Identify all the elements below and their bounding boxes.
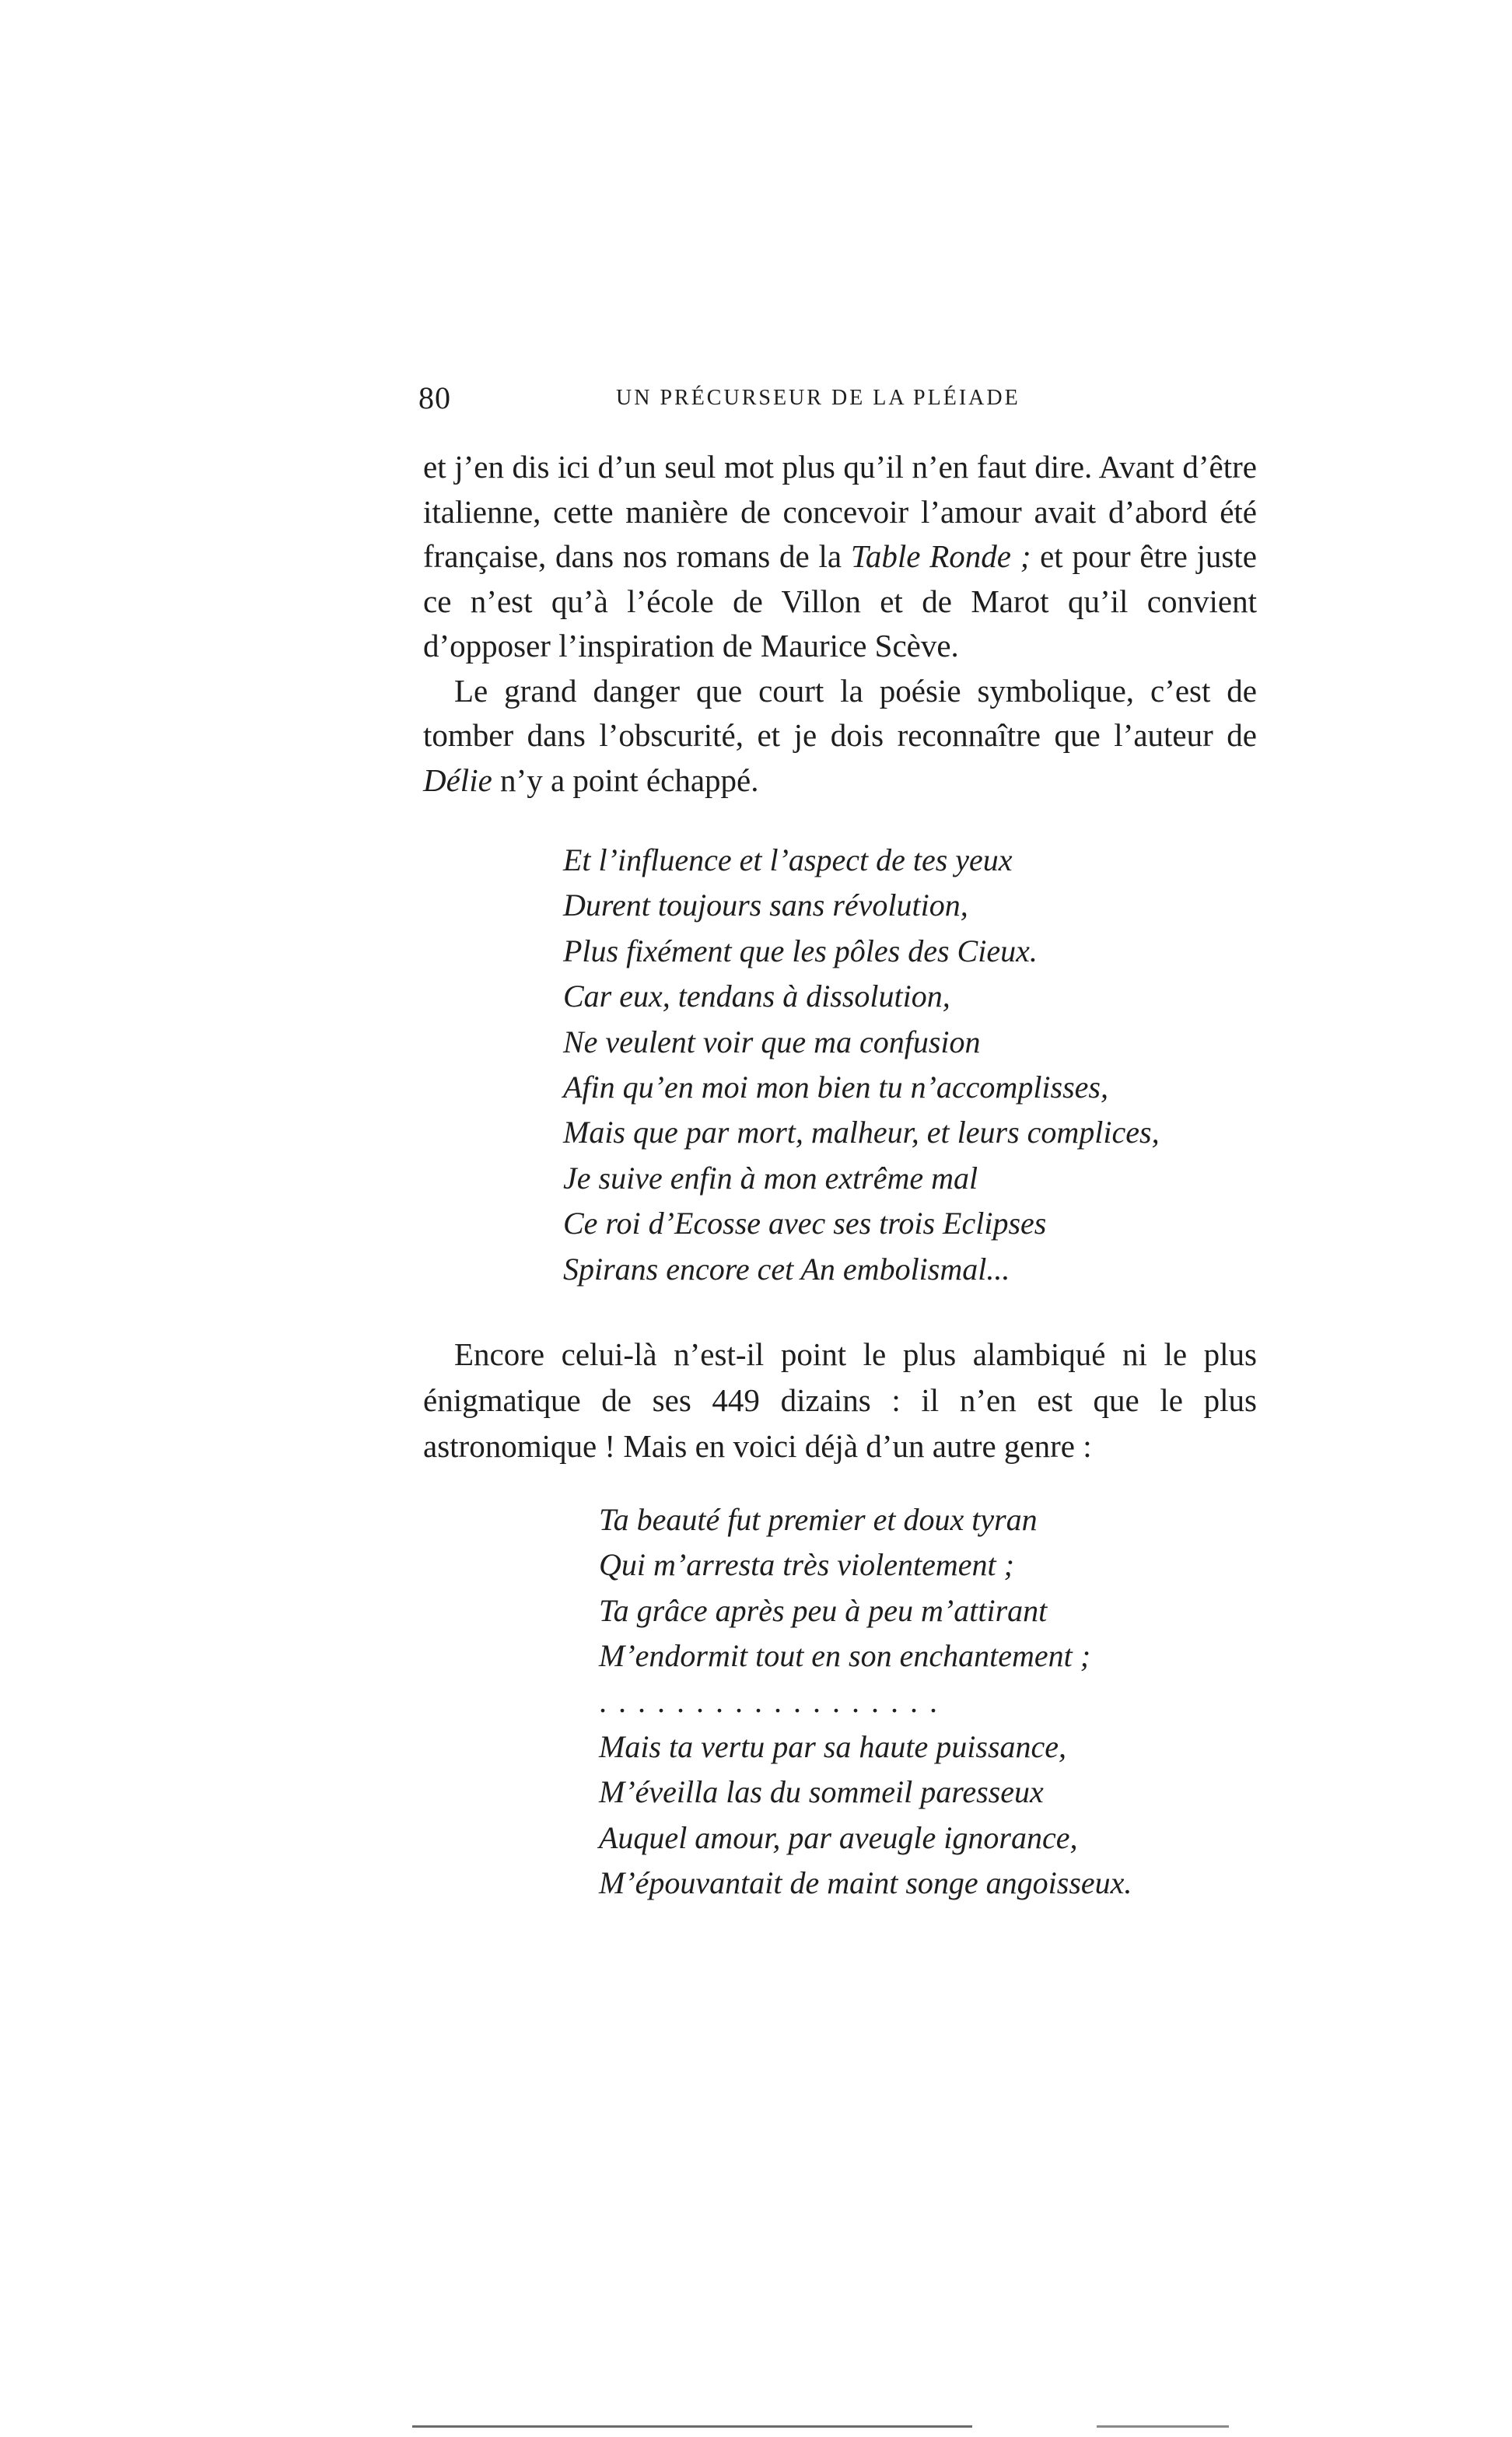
verse-line: Ta beauté fut premier et doux tyran <box>599 1502 1038 1537</box>
bottom-rule-short <box>1097 2425 1229 2428</box>
verse-line: M’endormit tout en son enchantement ; <box>599 1638 1091 1674</box>
verse-line: Afin qu’en moi mon bien tu n’accomplisses, <box>563 1070 1108 1105</box>
verse-line: Auquel amour, par aveugle ignorance, <box>599 1819 1078 1855</box>
paragraph-1-text: et j’en dis ici d’un seul mot plus qu’il n’en faut dire. Avant d’être italienne, cette manière de concevoir l’amour avait d’abord été française, dans nos romans de la <box>423 449 1257 574</box>
paragraph-2-text-end: n’y a point échappé. <box>492 762 759 798</box>
page-number: 80 <box>418 380 451 415</box>
verse-line: Spirans encore cet An embolismal... <box>563 1251 1010 1287</box>
verse-line: Mais ta vertu par sa haute puissance, <box>599 1729 1067 1765</box>
paragraph-2-italic-title: Délie <box>423 762 492 798</box>
paragraph-3: Encore celui-là n’est-il point le plus alambiqué ni le plus énigmatique de ses 449 dizains : il n’en est que le plus astronomique ! Mais en voici déjà d’un autre genre : <box>423 1336 1257 1464</box>
body-text-top <box>423 445 1257 803</box>
verse-line: M’épouvantait de maint songe angoisseux. <box>599 1865 1132 1901</box>
verse-quotation-2 <box>599 1497 1132 1907</box>
verse-line: M’éveilla las du sommeil paresseux <box>599 1774 1044 1810</box>
verse-line: Durent toujours sans révolution, <box>563 888 968 923</box>
paragraph-1-italic-title: Table Ronde ; <box>850 538 1031 574</box>
verse-line: Ta grâce après peu à peu m’attirant <box>599 1592 1048 1628</box>
verse-line: Ce roi d’Ecosse avec ses trois Eclipses <box>563 1206 1047 1241</box>
verse-line: Car eux, tendans à dissolution, <box>563 979 950 1014</box>
verse-quotation-1 <box>563 838 1160 1292</box>
verse-line: Je suive enfin à mon extrême mal <box>563 1160 978 1196</box>
paragraph-1 <box>423 445 1257 669</box>
running-head: UN PRÉCURSEUR DE LA PLÉIADE <box>616 386 1020 410</box>
paragraph-2-text: Le grand danger que court la poésie symbolique, c’est de tomber dans l’obscurité, et je dois reconnaître que l’auteur de <box>423 672 1257 753</box>
bottom-rule <box>412 2425 972 2428</box>
verse-ellipsis-row: .................. <box>599 1683 949 1719</box>
paragraph-2 <box>423 669 1257 804</box>
verse-line: Plus fixément que les pôles des Cieux. <box>563 933 1038 968</box>
page-header <box>418 380 1258 426</box>
body-text-middle <box>423 1332 1257 1469</box>
verse-line: Ne veulent voir que ma confusion <box>563 1024 981 1059</box>
verse-line: Et l’influence et l’aspect de tes yeux <box>563 842 1013 877</box>
paragraph-1-text-end: et pour être juste ce n’est qu’à l’école de Villon et de Marot qu’il convient d’opposer l’inspiration de Maurice Scève. <box>423 538 1257 664</box>
verse-line: Mais que par mort, malheur, et leurs complices, <box>563 1115 1160 1150</box>
verse-line: Qui m’arresta très violentement ; <box>599 1547 1014 1583</box>
